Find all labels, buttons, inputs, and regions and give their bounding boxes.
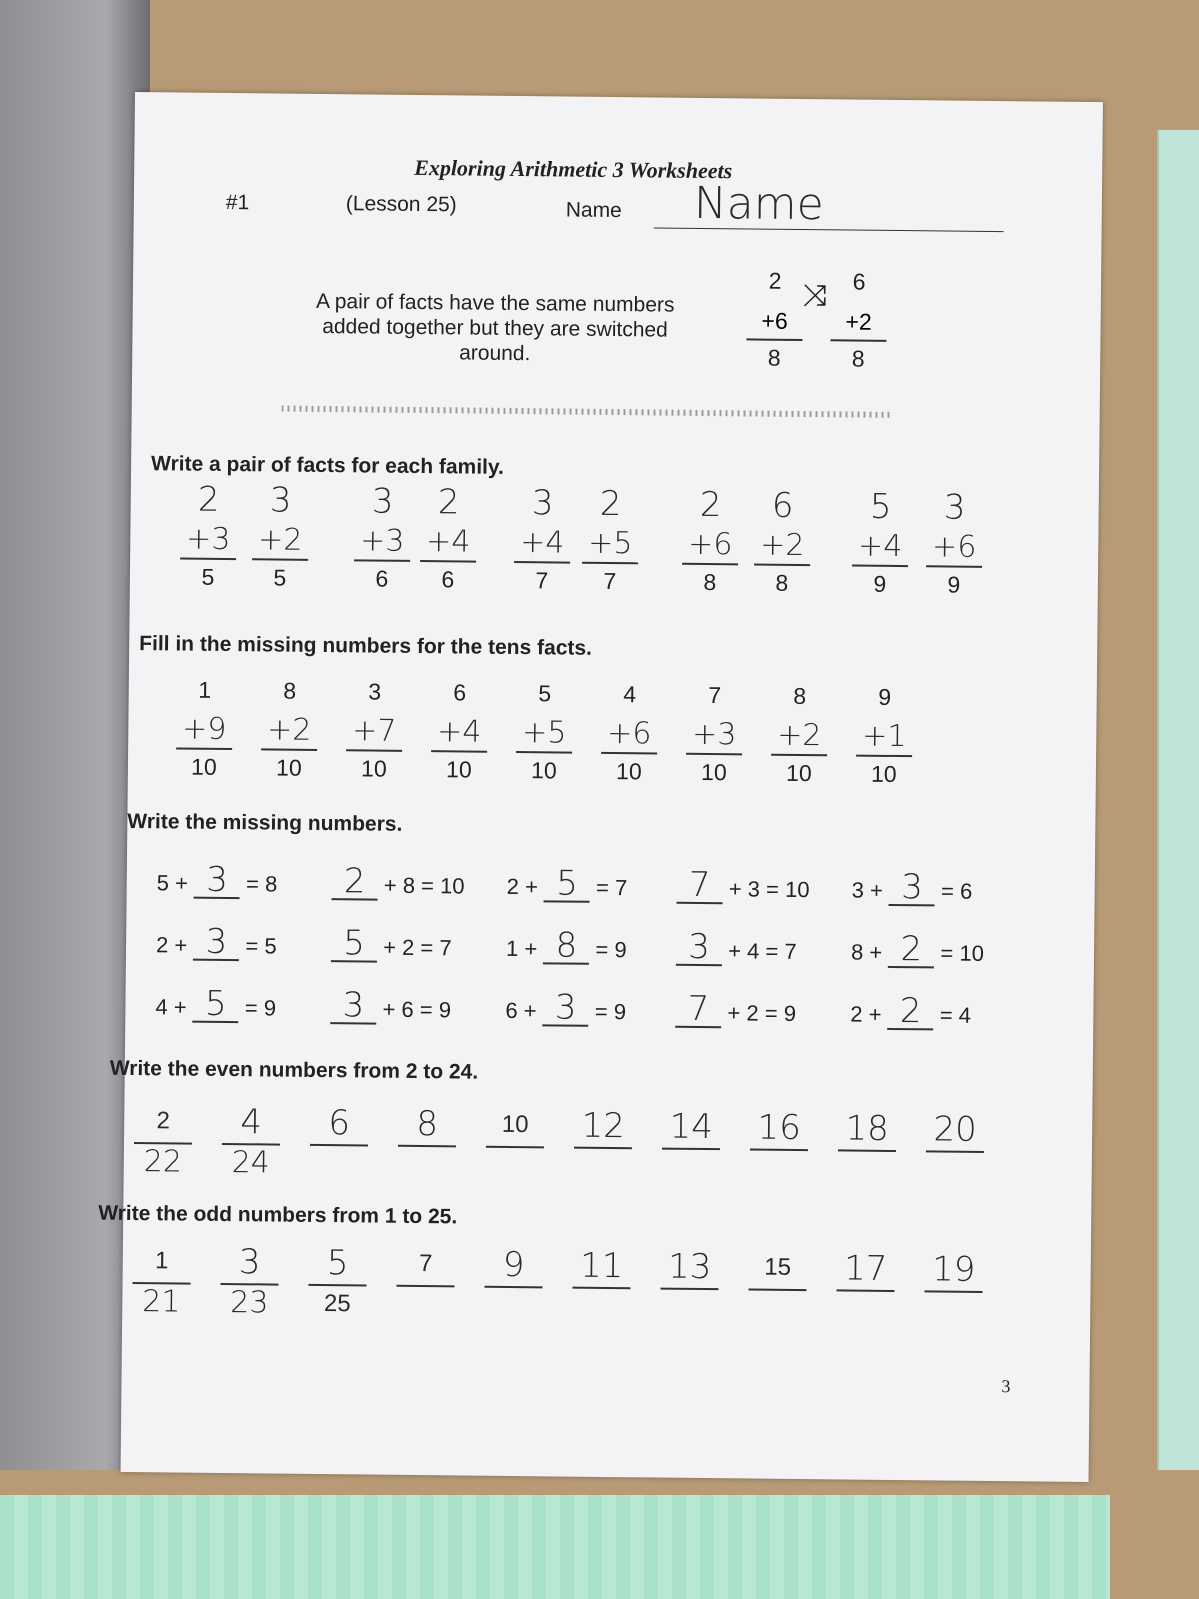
name-label: Name	[565, 198, 622, 223]
missing-answer[interactable]: 3	[543, 990, 589, 1026]
pair-addend-answer[interactable]: +6	[926, 529, 982, 568]
pair-top-answer[interactable]: 2	[197, 479, 220, 520]
tens-problem	[261, 668, 318, 785]
equation-suffix: = 4	[933, 1002, 972, 1028]
tens-addend-answer[interactable]: +5	[516, 715, 572, 754]
missing-answer[interactable]: 7	[675, 992, 721, 1028]
odd-number-answer: 7	[397, 1245, 455, 1288]
tens-sum: 10	[360, 755, 387, 782]
tens-sum: 10	[276, 754, 302, 781]
missing-equation	[155, 921, 277, 963]
tens-sum: 10	[615, 758, 642, 785]
tens-top: 8	[283, 677, 297, 704]
even-number-slot	[662, 1108, 720, 1151]
tens-addend-answer[interactable]: +6	[601, 716, 657, 755]
pairs-heading: Write a pair of facts for each family.	[150, 452, 505, 479]
odd-number-answer: 1	[133, 1242, 191, 1285]
odd-number-answer: 15	[748, 1248, 806, 1291]
pair-sum: 8	[775, 569, 789, 596]
even-number-slot	[398, 1105, 456, 1148]
pair-top-answer[interactable]: 3	[269, 480, 292, 521]
odd-number-answer[interactable]: 13	[660, 1248, 718, 1291]
pair-sum: 9	[873, 570, 887, 597]
pair-top-answer[interactable]: 2	[699, 484, 722, 526]
adjacent-book-cover	[1157, 130, 1199, 1470]
odd-number-slot	[924, 1250, 982, 1293]
missing-answer[interactable]: 5	[331, 926, 377, 962]
even-number-answer[interactable]: 8	[398, 1105, 456, 1148]
missing-equation	[850, 991, 972, 1032]
odd-number-slot	[660, 1248, 718, 1291]
missing-equation	[332, 861, 465, 902]
tens-problem	[346, 669, 403, 786]
odd-number-slot	[484, 1246, 542, 1289]
pair-problem	[754, 484, 811, 601]
divider	[282, 406, 892, 418]
pair-problem	[926, 485, 983, 602]
missing-answer[interactable]: 3	[889, 870, 935, 906]
tens-addend-answer[interactable]: +3	[686, 717, 742, 756]
missing-answer[interactable]: 2	[888, 932, 934, 968]
missing-answer[interactable]: 5	[193, 987, 239, 1023]
missing-equation	[677, 864, 810, 906]
odd-number-answer[interactable]: 19	[924, 1250, 982, 1293]
pair-problem	[180, 478, 237, 595]
pair-addend-answer[interactable]: +5	[582, 526, 638, 565]
pair-problem	[582, 482, 639, 599]
missing-answer[interactable]: 2	[888, 994, 934, 1030]
name-value[interactable]: Name	[693, 177, 824, 231]
missing-equation	[505, 987, 627, 1028]
even-number-slot	[486, 1106, 544, 1149]
tens-problem	[601, 672, 658, 789]
odd-number-slot	[572, 1247, 630, 1290]
page-number: 3	[1001, 1376, 1011, 1397]
pair-sum: 6	[441, 566, 455, 593]
pair-top-answer[interactable]: 3	[943, 487, 966, 528]
equation-prefix: 4 +	[155, 994, 193, 1020]
even-number-slot	[926, 1110, 984, 1153]
worksheet-page	[98, 92, 1103, 1482]
pair-top-answer[interactable]: 3	[371, 481, 394, 522]
tens-sum: 10	[870, 760, 897, 788]
tens-addend-answer[interactable]: +7	[346, 713, 402, 752]
example-left: 2 +6 8	[746, 258, 803, 375]
odd-number-slot	[397, 1245, 455, 1288]
even-number-answer[interactable]: 18	[838, 1109, 896, 1152]
equation-suffix: + 6 = 9	[376, 996, 452, 1023]
pair-addend-answer[interactable]: +4	[852, 529, 908, 568]
pair-top-answer[interactable]: 5	[869, 486, 892, 527]
tens-problem	[431, 670, 488, 787]
tens-problem	[771, 674, 828, 791]
odd-number-slot	[220, 1243, 279, 1322]
pair-sum: 5	[273, 564, 287, 591]
missing-equation	[505, 925, 627, 966]
equation-suffix: = 8	[239, 871, 278, 897]
missing-answer[interactable]: 3	[676, 930, 722, 966]
pair-sum: 6	[375, 565, 389, 592]
tens-sum: 10	[191, 753, 217, 780]
pair-sum: 7	[535, 567, 549, 594]
pair-problem	[420, 480, 477, 597]
bottom-book-edge	[0, 1495, 1110, 1599]
pair-addend-answer[interactable]: +2	[754, 528, 810, 567]
odd-number-answer[interactable]: 9	[484, 1246, 542, 1289]
pair-sum: 5	[201, 563, 215, 590]
tens-sum: 10	[700, 758, 727, 786]
tens-sum: 10	[530, 757, 557, 784]
odd-number-answer[interactable]: 17	[836, 1249, 894, 1292]
odd-number-second[interactable]: 23	[230, 1285, 269, 1321]
missing-equation	[155, 983, 277, 1025]
missing-heading: Write the missing numbers.	[127, 809, 403, 836]
missing-equation	[676, 926, 797, 968]
odd-heading: Write the odd numbers from 1 to 25.	[98, 1201, 458, 1229]
worksheet-title: Exploring Arithmetic 3 Worksheets	[414, 154, 733, 184]
odd-number-answer[interactable]: 3	[221, 1243, 279, 1286]
tens-heading: Fill in the missing numbers for the tens facts.	[139, 632, 593, 660]
lesson-label: (Lesson 25)	[345, 192, 457, 217]
tens-addend-answer[interactable]: +2	[261, 712, 317, 751]
odd-number-slot	[308, 1244, 367, 1323]
pair-addend-answer[interactable]: +6	[682, 527, 738, 566]
equation-suffix: = 5	[239, 933, 277, 959]
even-number-slot	[310, 1104, 368, 1147]
equation-prefix: 5 +	[156, 870, 195, 896]
intro-text: A pair of facts have the same numbers added together but they are switched around.	[316, 289, 675, 366]
even-number-answer[interactable]: 4	[222, 1103, 280, 1146]
equation-prefix: 1 +	[505, 935, 544, 962]
missing-answer[interactable]: 3	[194, 863, 240, 899]
missing-equation	[851, 867, 973, 908]
missing-answer[interactable]: 7	[677, 868, 723, 904]
pair-problem	[252, 478, 309, 595]
equation-suffix: + 4 = 7	[721, 938, 797, 964]
pair-problem	[682, 483, 739, 600]
odd-number-second: 25	[323, 1290, 351, 1318]
missing-answer[interactable]: 3	[330, 988, 376, 1024]
pair-addend-answer[interactable]: +3	[354, 523, 410, 562]
missing-equation	[156, 859, 278, 901]
even-number-answer: 10	[486, 1106, 544, 1149]
even-heading: Write the even numbers from 2 to 24.	[109, 1056, 479, 1084]
equation-suffix: + 3 = 10	[722, 876, 810, 903]
pair-top-answer[interactable]: 2	[599, 483, 622, 525]
pair-problem	[852, 485, 909, 602]
tens-top: 8	[793, 682, 807, 710]
tens-problem	[856, 675, 913, 792]
pair-sum: 9	[947, 571, 961, 598]
tens-top: 7	[708, 682, 722, 709]
pair-problem	[514, 481, 571, 598]
equation-prefix: 3 +	[851, 877, 890, 903]
example-right: 6 +2 8	[830, 259, 887, 376]
odd-number-answer[interactable]: 11	[572, 1247, 630, 1290]
equation-suffix: + 2 = 7	[376, 934, 452, 961]
odd-number-answer[interactable]: 5	[309, 1244, 367, 1287]
tens-addend-answer[interactable]: +1	[856, 719, 912, 758]
even-number-answer[interactable]: 6	[310, 1104, 368, 1147]
tens-problem	[686, 673, 743, 790]
pair-addend-answer[interactable]: +2	[252, 522, 308, 561]
tens-top: 9	[878, 683, 892, 710]
tens-top: 5	[538, 680, 552, 707]
equation-prefix: 6 +	[505, 997, 543, 1024]
tens-sum: 10	[785, 759, 812, 787]
pair-top-answer[interactable]: 6	[771, 485, 794, 526]
equation-suffix: + 2 = 9	[721, 1000, 797, 1026]
equation-suffix: = 6	[934, 878, 973, 904]
missing-equation	[330, 985, 452, 1026]
even-number-slot	[574, 1107, 632, 1150]
even-number-answer[interactable]: 20	[926, 1110, 984, 1153]
equation-suffix: = 9	[589, 936, 627, 963]
equation-prefix: 8 +	[850, 939, 889, 965]
even-number-second[interactable]: 22	[143, 1144, 183, 1180]
tens-addend-answer[interactable]: +2	[771, 718, 827, 757]
even-number-slot	[838, 1109, 896, 1152]
missing-answer[interactable]: 5	[544, 866, 590, 902]
missing-answer[interactable]: 2	[332, 864, 378, 900]
worksheet-number: #1	[225, 190, 250, 215]
odd-number-slot	[748, 1248, 806, 1291]
missing-equation	[506, 863, 628, 904]
tens-addend-answer[interactable]: +9	[176, 711, 232, 750]
equation-prefix: 2 +	[155, 932, 194, 958]
equation-suffix: + 8 = 10	[377, 872, 465, 899]
pair-sum: 8	[703, 568, 717, 596]
pair-top-answer[interactable]: 2	[437, 482, 460, 523]
even-number-answer[interactable]: 16	[750, 1109, 808, 1152]
even-number-slot	[222, 1103, 281, 1182]
pair-addend-answer[interactable]: +4	[514, 525, 570, 564]
tens-top: 1	[198, 676, 212, 703]
odd-number-slot	[836, 1249, 894, 1292]
missing-equation	[675, 988, 797, 1030]
even-number-second[interactable]: 24	[231, 1145, 271, 1181]
even-number-slot	[750, 1109, 808, 1152]
equation-suffix: = 10	[934, 940, 985, 966]
pair-top-answer[interactable]: 3	[531, 483, 554, 524]
pair-addend-answer[interactable]: +3	[180, 522, 236, 561]
switch-arrow-icon: ⤨	[802, 279, 828, 313]
equation-suffix: = 9	[238, 995, 277, 1021]
tens-problem	[516, 671, 573, 788]
missing-answer[interactable]: 8	[543, 928, 589, 964]
tens-top: 4	[623, 681, 637, 708]
even-number-answer[interactable]: 12	[574, 1107, 632, 1150]
pair-addend-answer[interactable]: +4	[420, 524, 476, 563]
tens-top: 6	[453, 679, 467, 706]
odd-number-second[interactable]: 21	[142, 1284, 181, 1320]
tens-problem	[176, 667, 233, 784]
missing-equation	[850, 929, 985, 970]
missing-answer[interactable]: 3	[193, 925, 239, 961]
pair-problem	[354, 479, 411, 596]
even-number-slot	[134, 1102, 193, 1181]
pair-sum: 7	[603, 567, 617, 595]
tens-sum: 10	[445, 756, 472, 783]
equation-suffix: = 9	[588, 998, 627, 1025]
missing-equation	[331, 923, 452, 964]
equation-suffix: = 7	[589, 874, 628, 901]
even-number-answer: 2	[134, 1102, 192, 1145]
tens-addend-answer[interactable]: +4	[431, 714, 487, 753]
even-number-answer[interactable]: 14	[662, 1108, 720, 1151]
odd-number-slot	[132, 1242, 191, 1321]
equation-prefix: 2 +	[850, 1001, 888, 1027]
tens-top: 3	[368, 678, 382, 705]
equation-prefix: 2 +	[506, 873, 545, 900]
